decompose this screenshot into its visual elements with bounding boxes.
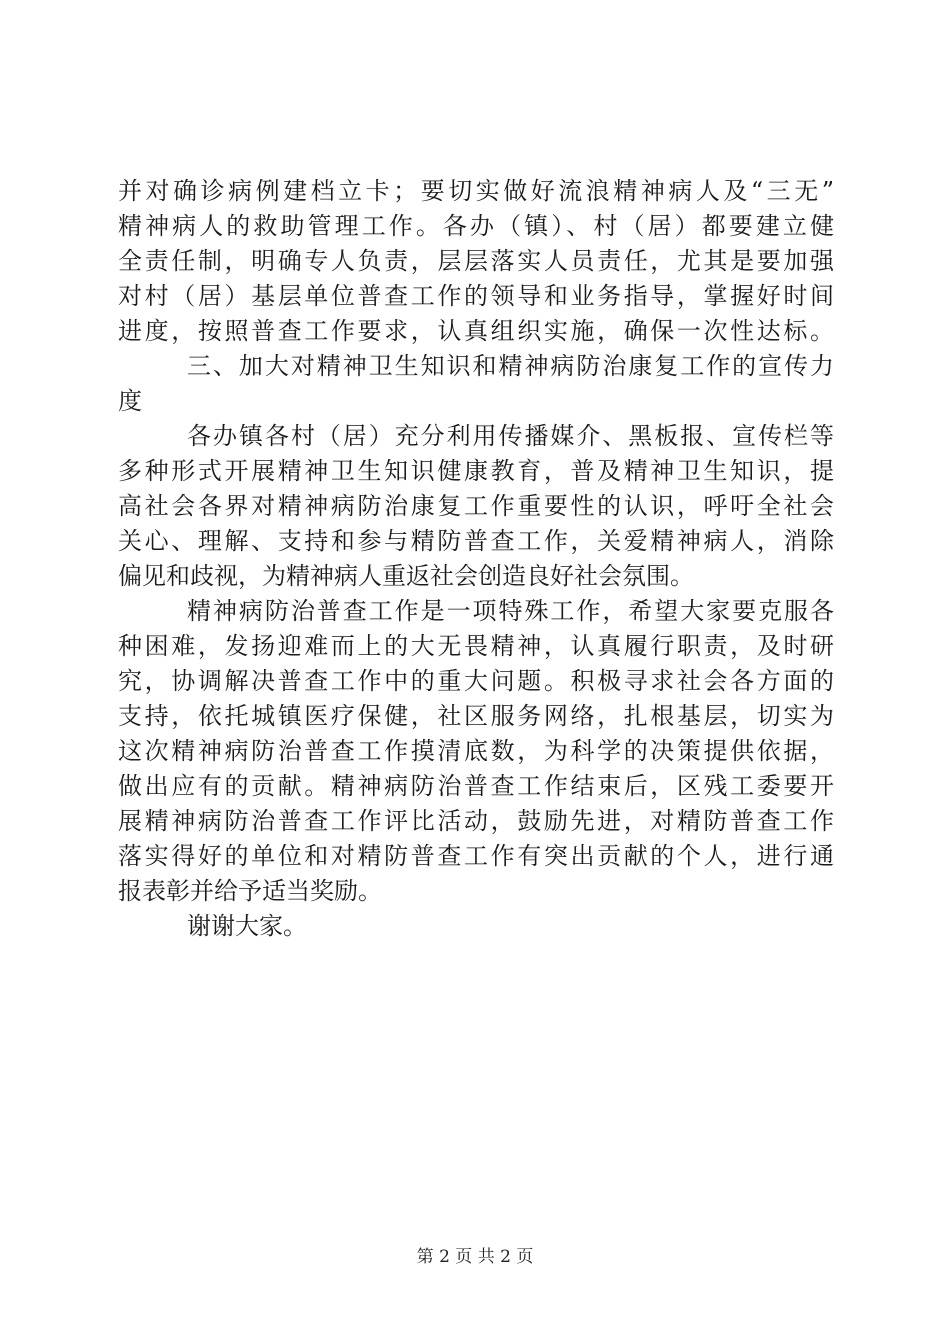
text-line: 报表彰并给予适当奖励。 xyxy=(118,877,382,905)
text-line: 各办镇各村（居）充分利用传播媒介、黑板报、宣传栏等 xyxy=(187,422,834,450)
text-line: 多种形式开展精神卫生知识健康教育，普及精神卫生知识，提 xyxy=(118,457,834,485)
body-text xyxy=(118,174,834,944)
page-footer xyxy=(0,1246,950,1268)
text-line: 精神病人的救助管理工作。各办（镇）、村（居）都要建立健 xyxy=(118,212,834,240)
text-line: 偏见和歧视，为精神病人重返社会创造良好社会氛围。 xyxy=(118,562,694,590)
text-line: 对村（居）基层单位普查工作的领导和业务指导，掌握好时间 xyxy=(118,282,834,310)
section-heading-line: 三、加大对精神卫生知识和精神病防治康复工作的宣传力 xyxy=(187,352,834,380)
section-heading-line: 度 xyxy=(118,387,142,415)
text-line: 关心、理解、支持和参与精防普查工作，关爱精神病人，消除 xyxy=(118,527,834,555)
text-line: 支持，依托城镇医疗保健，社区服务网络，扎根基层，切实为 xyxy=(118,702,834,730)
text-line: 展精神病防治普查工作评比活动，鼓励先进，对精防普查工作 xyxy=(118,807,834,835)
text-line: 种困难，发扬迎难而上的大无畏精神，认真履行职责，及时研 xyxy=(118,632,834,660)
page-number-label: 第 2 页 共 2 页 xyxy=(416,1247,534,1267)
closing-line: 谢谢大家。 xyxy=(187,912,307,940)
text-line: 做出应有的贡献。精神病防治普查工作结束后，区残工委要开 xyxy=(118,772,834,800)
text-line: 精神病防治普查工作是一项特殊工作，希望大家要克服各 xyxy=(187,597,834,625)
text-line: 这次精神病防治普查工作摸清底数，为科学的决策提供依据， xyxy=(118,737,834,765)
text-line: 全责任制，明确专人负责，层层落实人员责任，尤其是要加强 xyxy=(118,247,834,275)
text-line: 并对确诊病例建档立卡；要切实做好流浪精神病人及“三无” xyxy=(118,177,834,205)
text-line: 究，协调解决普查工作中的重大问题。积极寻求社会各方面的 xyxy=(118,667,834,695)
text-line: 进度，按照普查工作要求，认真组织实施，确保一次性达标。 xyxy=(118,317,834,345)
text-line: 高社会各界对精神病防治康复工作重要性的认识，呼吁全社会 xyxy=(118,492,834,520)
text-line: 落实得好的单位和对精防普查工作有突出贡献的个人，进行通 xyxy=(118,842,834,870)
